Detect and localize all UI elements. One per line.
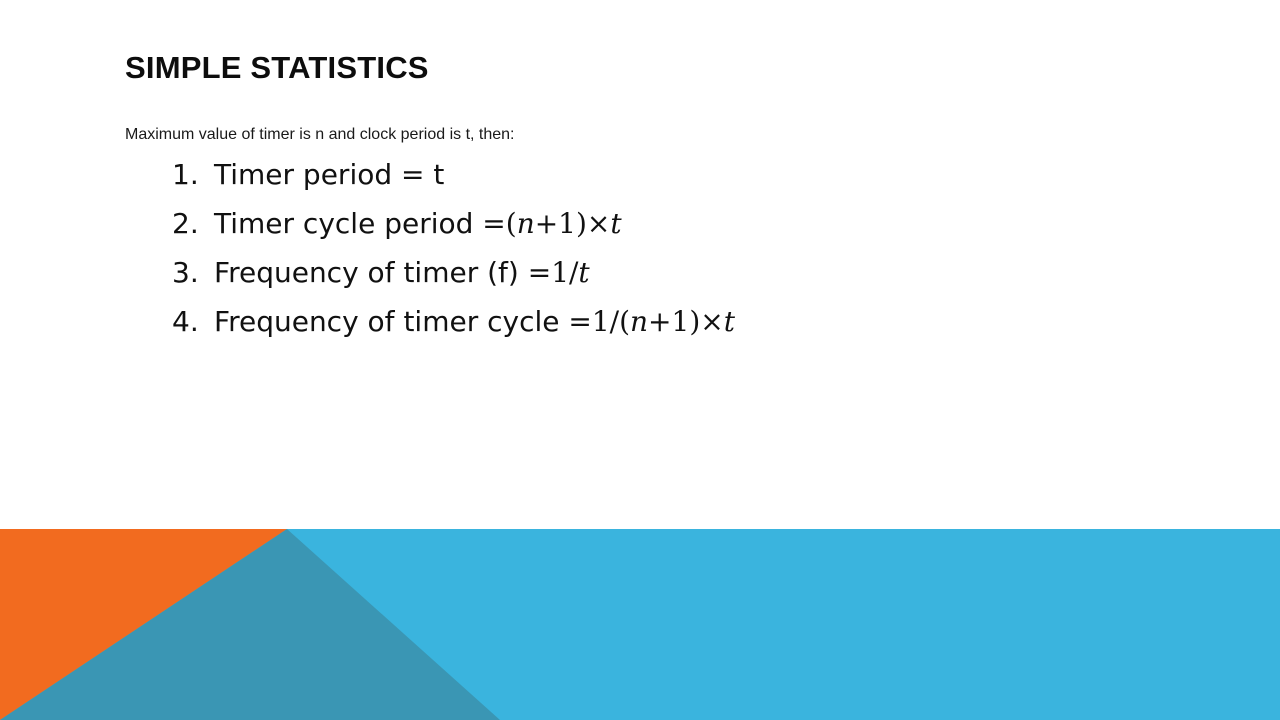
- intro-text: Maximum value of timer is n and clock period is t, then:: [125, 126, 515, 143]
- slide-title: SIMPLE STATISTICS: [125, 50, 429, 85]
- list-item: [172, 154, 735, 203]
- list-item: [172, 301, 735, 350]
- list-item-formula: 1/(𝑛+1)×𝑡: [591, 305, 735, 338]
- list-item-number: 4.: [172, 305, 199, 338]
- list-item-text: Timer cycle period =: [214, 207, 506, 240]
- list-item-text: Frequency of timer (f) =: [214, 256, 552, 289]
- decorative-footer-band: [0, 529, 1280, 720]
- list-item-formula: 1/𝑡: [551, 256, 590, 289]
- list-item: [172, 203, 735, 252]
- list-item-text: Timer period = t: [214, 158, 445, 191]
- list-item-number: 2.: [172, 207, 199, 240]
- list-item-number: 3.: [172, 256, 199, 289]
- list-item-text: Frequency of timer cycle =: [214, 305, 592, 338]
- list-item-formula: (𝑛+1)×𝑡: [505, 207, 622, 240]
- list-item-number: 1.: [172, 158, 199, 191]
- list-item: [172, 252, 735, 301]
- numbered-list: [172, 154, 735, 350]
